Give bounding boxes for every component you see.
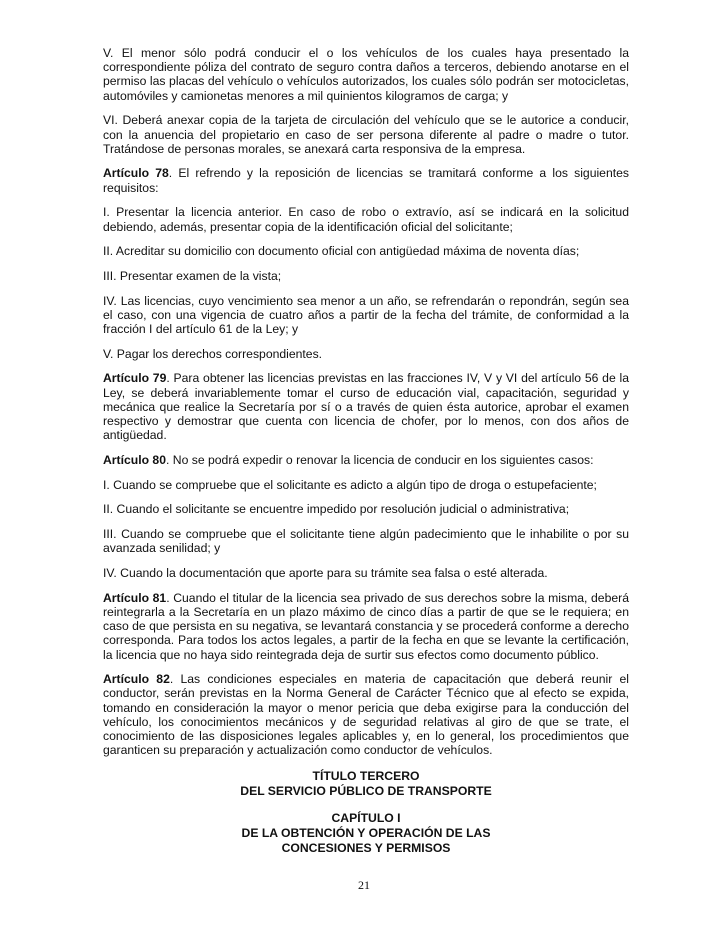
title-heading-block [103,769,629,799]
paragraph-text: IV. Cuando la documentación que aporte para su trámite sea falsa o esté alterada. [103,565,548,580]
article-paragraph [103,672,629,757]
title-heading: TÍTULO TERCERO [312,769,420,784]
article-number: Artículo 81 [103,590,167,605]
paragraph [103,46,629,103]
article-number: Artículo 79 [103,371,167,386]
paragraph-text: I. Presentar la licencia anterior. En caso de robo o extravío, así se indicará en la solicitud debiendo, además, presentar copia de la identificación oficial del solicitante; [103,205,629,234]
paragraph-text: IV. Las licencias, cuyo vencimiento sea menor a un año, se refrendarán o repondrán, según sea el caso, con una vigencia de cuatro años a partir de la fecha del trámite, de conformidad a la fracción I del artículo 61 de la Ley; y [103,293,629,337]
page-number: 21 [358,878,370,892]
chapter-heading-block [103,811,629,856]
paragraph-text: . El refrendo y la reposición de licencias se tramitará conforme a los siguientes requisitos: [103,166,629,195]
paragraph-text: . Cuando el titular de la licencia sea privado de sus derechos sobre la misma, deberá reintegrarla a la Secretaría en un plazo máximo de cinco días a partir de que se le requiera; en caso de que persista en su negativa, se levantará constancia y se procederá conforme a derecho corresponda. Para todos los actos legales, a partir de la fecha en que se levante la certificación, la licencia que no haya sido reintegrada deja de surtir sus efectos como documento público. [103,590,629,662]
body-text [103,46,629,757]
paragraph [103,294,629,337]
title-subheading: DEL SERVICIO PÚBLICO DE TRANSPORTE [240,784,492,799]
paragraph [103,478,629,492]
paragraph-text: III. Cuando se compruebe que el solicitante tiene algún padecimiento que le inhabilite o por su avanzada senilidad; y [103,527,629,556]
chapter-subheading-line1: DE LA OBTENCIÓN Y OPERACIÓN DE LAS [241,826,491,841]
paragraph-text: . No se podrá expedir o renovar la licencia de conducir en los siguientes casos: [166,452,594,467]
document-page [103,46,629,856]
paragraph-text: V. El menor sólo podrá conducir el o los vehículos de los cuales haya presentado la correspondiente póliza del contrato de seguro contra daños a terceros, debiendo anotarse en el permiso las placas del vehículo o vehículos autorizados, los cuales sólo podrán ser motocicletas, automóviles y camionetas menores a mil quinientos kilogramos de carga; y [103,46,629,103]
article-number: Artículo 78 [103,166,169,181]
chapter-subheading-line2: CONCESIONES Y PERMISOS [281,841,451,856]
paragraph [103,502,629,516]
paragraph [103,205,629,233]
paragraph [103,244,629,258]
article-number: Artículo 82 [103,672,170,687]
paragraph-text: II. Acreditar su domicilio con documento oficial con antigüedad máxima de noventa días; [103,244,580,259]
paragraph-text: V. Pagar los derechos correspondientes. [103,346,323,361]
paragraph-text: II. Cuando el solicitante se encuentre impedido por resolución judicial o administrativa; [103,502,570,517]
article-paragraph [103,371,629,442]
paragraph [103,347,629,361]
article-paragraph [103,166,629,194]
paragraph-text: III. Presentar examen de la vista; [103,268,282,283]
paragraph [103,527,629,555]
paragraph [103,113,629,156]
paragraph [103,269,629,283]
chapter-heading: CAPÍTULO I [331,811,401,826]
paragraph-text: VI. Deberá anexar copia de la tarjeta de circulación del vehículo que se le autorice a conducir, con la anuencia del propietario en caso de ser persona diferente al padre o madre o tutor. Tratándose de personas morales, se anexará carta responsiva de la empresa. [103,113,629,156]
paragraph-text: I. Cuando se compruebe que el solicitante es adicto a algún tipo de droga o estupefaciente; [103,477,597,492]
article-paragraph [103,453,629,467]
article-number: Artículo 80 [103,452,166,467]
paragraph-text: . Para obtener las licencias previstas en las fracciones IV, V y VI del artículo 56 de la Ley, se deberá invariablemente tomar el curso de educación vial, capacitación, seguridad y mecánica que realice la Secretaría por sí o a través de quien ésta autorice, aprobar el examen respectivo y demostrar que cuenta con licencia de chofer, por lo menos, con dos años de antigüedad. [103,371,629,443]
paragraph [103,566,629,580]
paragraph-text: . Las condiciones especiales en materia de capacitación que deberá reunir el conductor, serán previstas en la Norma General de Carácter Técnico que al efecto se expida, tomando en consideración la mayor o menor pericia que deba exigirse para la conducción del vehículo, los conocimientos mecánicos y de seguridad relativas al giro de que se trate, el conocimiento de las disposiciones legales aplicables y, en lo general, los procedimientos que garanticen su preparación y actualización como conductor de vehículos. [103,672,629,758]
article-paragraph [103,591,629,662]
